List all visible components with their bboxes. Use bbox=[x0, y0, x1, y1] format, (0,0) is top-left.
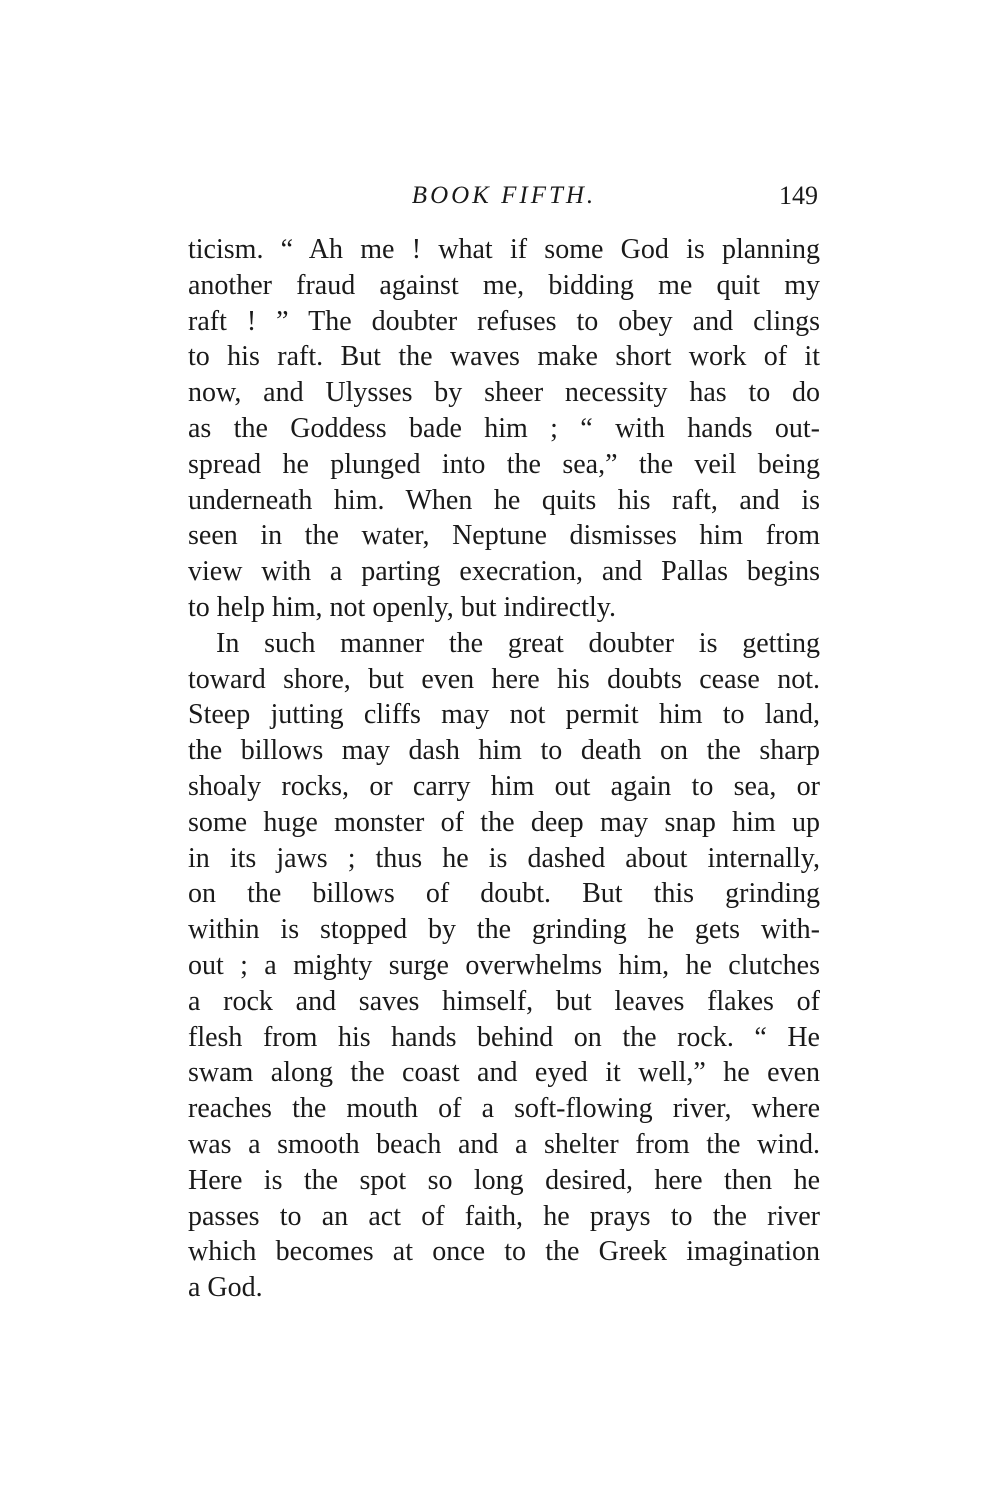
text-line: spread he plunged into the sea,” the veil being bbox=[188, 448, 820, 480]
running-title: BOOK FIFTH. bbox=[411, 182, 597, 209]
text-line: Here is the spot so long desired, here then he bbox=[188, 1164, 820, 1196]
text-line: within is stopped by the grinding he gets with- bbox=[188, 914, 820, 946]
text-line: raft ! ” The doubter refuses to obey and clings bbox=[188, 305, 820, 337]
text-line: ticism. “ Ah me ! what if some God is planning bbox=[188, 234, 820, 265]
text-line: reaches the mouth of a soft-flowing river, where bbox=[188, 1093, 820, 1125]
text-line: shoaly rocks, or carry him out again to sea, or bbox=[188, 770, 820, 802]
text-line: toward shore, but even here his doubts cease not. bbox=[188, 663, 820, 695]
text-line: which becomes at once to the Greek imagination bbox=[188, 1236, 820, 1268]
text-line: flesh from his hands behind on the rock. “ He bbox=[188, 1021, 820, 1053]
text-line: now, and Ulysses by sheer necessity has to do bbox=[188, 377, 820, 409]
running-head bbox=[188, 176, 820, 216]
text-line: to his raft. But the waves make short work of it bbox=[188, 341, 820, 373]
text-line: as the Goddess bade him ; “ with hands out- bbox=[188, 412, 820, 444]
text-line: passes to an act of faith, he prays to the river bbox=[188, 1200, 820, 1232]
text-line: on the billows of doubt. But this grinding bbox=[188, 878, 820, 910]
text-line: seen in the water, Neptune dismisses him from bbox=[188, 520, 820, 552]
text-line: Steep jutting cliffs may not permit him to land, bbox=[188, 699, 820, 731]
text-line: a God. bbox=[188, 1272, 263, 1304]
text-line: underneath him. When he quits his raft, and is bbox=[188, 484, 820, 516]
page-number: 149 bbox=[779, 181, 818, 210]
body-text bbox=[188, 232, 820, 1306]
text-line: out ; a mighty surge overwhelms him, he clutches bbox=[188, 949, 820, 981]
text-line: in its jaws ; thus he is dashed about internally, bbox=[188, 842, 820, 874]
text-line: another fraud against me, bidding me quit my bbox=[188, 269, 820, 301]
text-line: swam along the coast and eyed it well,” he even bbox=[188, 1057, 820, 1089]
text-line: the billows may dash him to death on the sharp bbox=[188, 735, 820, 767]
text-line: a rock and saves himself, but leaves flakes of bbox=[188, 985, 820, 1017]
text-line: view with a parting execration, and Pallas begins bbox=[188, 556, 820, 588]
text-line: to help him, not openly, but indirectly. bbox=[188, 591, 616, 623]
text-line: some huge monster of the deep may snap him up bbox=[188, 806, 820, 838]
text-line: In such manner the great doubter is getting bbox=[216, 627, 820, 659]
text-line: was a smooth beach and a shelter from the wind. bbox=[188, 1128, 820, 1160]
